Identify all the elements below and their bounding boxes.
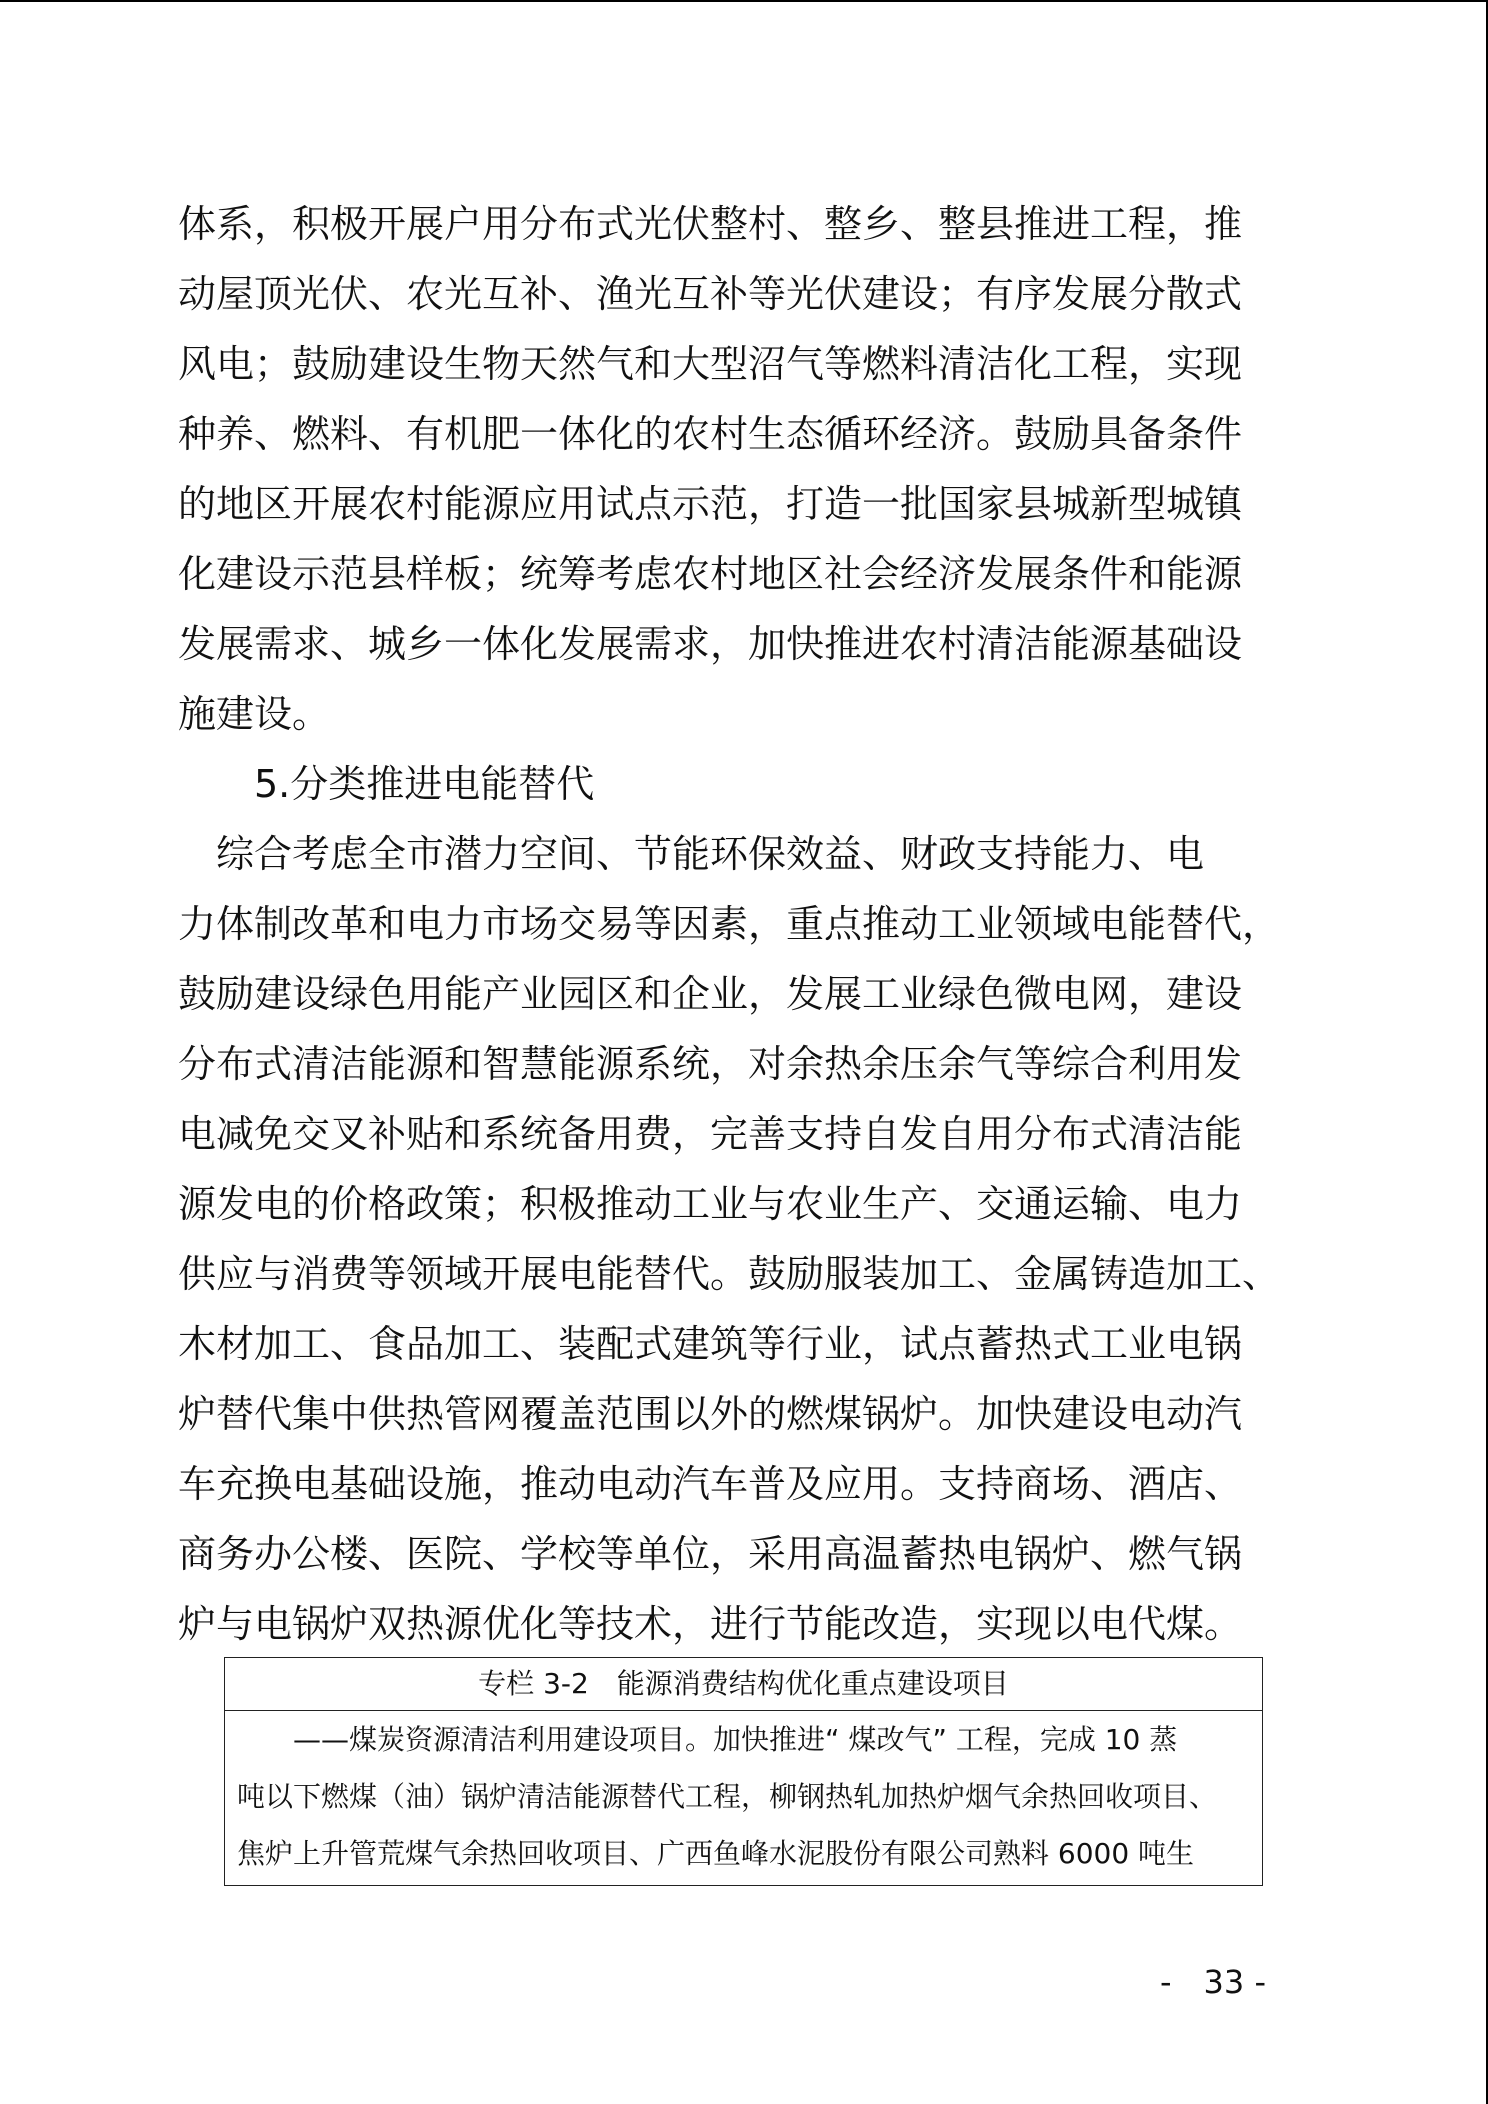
box-line: 吨以下燃煤（油）锅炉清洁能源替代工程，柳钢热轧加热炉烟气余热回收项目、 <box>237 1780 1218 1813</box>
text-line: 发展需求、城乡一体化发展需求，加快推进农村清洁能源基础设 <box>178 622 1243 666</box>
text-line: 电减免交叉补贴和系统备用费，完善支持自发自用分布式清洁能 <box>178 1112 1243 1156</box>
text-line: 施建设。 <box>178 692 331 736</box>
text-line: 炉替代集中供热管网覆盖范围以外的燃煤锅炉。加快建设电动汽 <box>178 1392 1243 1436</box>
paragraph-1 <box>178 189 1330 749</box>
text-line: 风电；鼓励建设生物天然气和大型沼气等燃料清洁化工程，实现 <box>178 342 1243 386</box>
text-line: 动屋顶光伏、农光互补、渔光互补等光伏建设；有序发展分散式 <box>178 272 1243 316</box>
page-number: - 33 - <box>1160 1963 1266 2001</box>
text-line: 鼓励建设绿色用能产业园区和企业，发展工业绿色微电网，建设 <box>178 972 1243 1016</box>
text-line: 分布式清洁能源和智慧能源系统，对余热余压余气等综合利用发 <box>178 1042 1243 1086</box>
text-line: 供应与消费等领域开展电能替代。鼓励服装加工、金属铸造加工、 <box>178 1252 1281 1296</box>
box-body <box>225 1711 1262 1882</box>
text-line: 化建设示范县样板；统筹考虑农村地区社会经济发展条件和能源 <box>178 552 1243 596</box>
text-line: 木材加工、食品加工、装配式建筑等行业，试点蓄热式工业电锅 <box>178 1322 1243 1366</box>
text-line: 炉与电锅炉双热源优化等技术，进行节能改造，实现以电代煤。 <box>178 1602 1243 1646</box>
project-box <box>224 1657 1263 1886</box>
text-line: 源发电的价格政策；积极推动工业与农业生产、交通运输、电力 <box>178 1182 1243 1226</box>
box-title: 专栏 3-2 能源消费结构优化重点建设项目 <box>225 1658 1262 1711</box>
text-line: 体系，积极开展户用分布式光伏整村、整乡、整县推进工程，推 <box>178 202 1243 246</box>
text-line: 商务办公楼、医院、学校等单位，采用高温蓄热电锅炉、燃气锅 <box>178 1532 1243 1576</box>
paragraph-2 <box>178 819 1330 1659</box>
text-line: 种养、燃料、有机肥一体化的农村生态循环经济。鼓励具备条件 <box>178 412 1243 456</box>
section-heading: 5.分类推进电能替代 <box>254 762 595 806</box>
text-line: 力体制改革和电力市场交易等因素，重点推动工业领域电能替代， <box>178 902 1281 946</box>
text-line: 综合考虑全市潜力空间、节能环保效益、财政支持能力、电 <box>178 832 1205 876</box>
text-line: 的地区开展农村能源应用试点示范，打造一批国家县城新型城镇 <box>178 482 1243 526</box>
text-line: 车充换电基础设施，推动电动汽车普及应用。支持商场、酒店、 <box>178 1462 1243 1506</box>
box-line: 焦炉上升管荒煤气余热回收项目、广西鱼峰水泥股份有限公司熟料 6000 吨生 <box>237 1837 1195 1870</box>
box-line: ——煤炭资源清洁利用建设项目。加快推进“ 煤改气” 工程，完成 10 蒸 <box>237 1723 1178 1756</box>
